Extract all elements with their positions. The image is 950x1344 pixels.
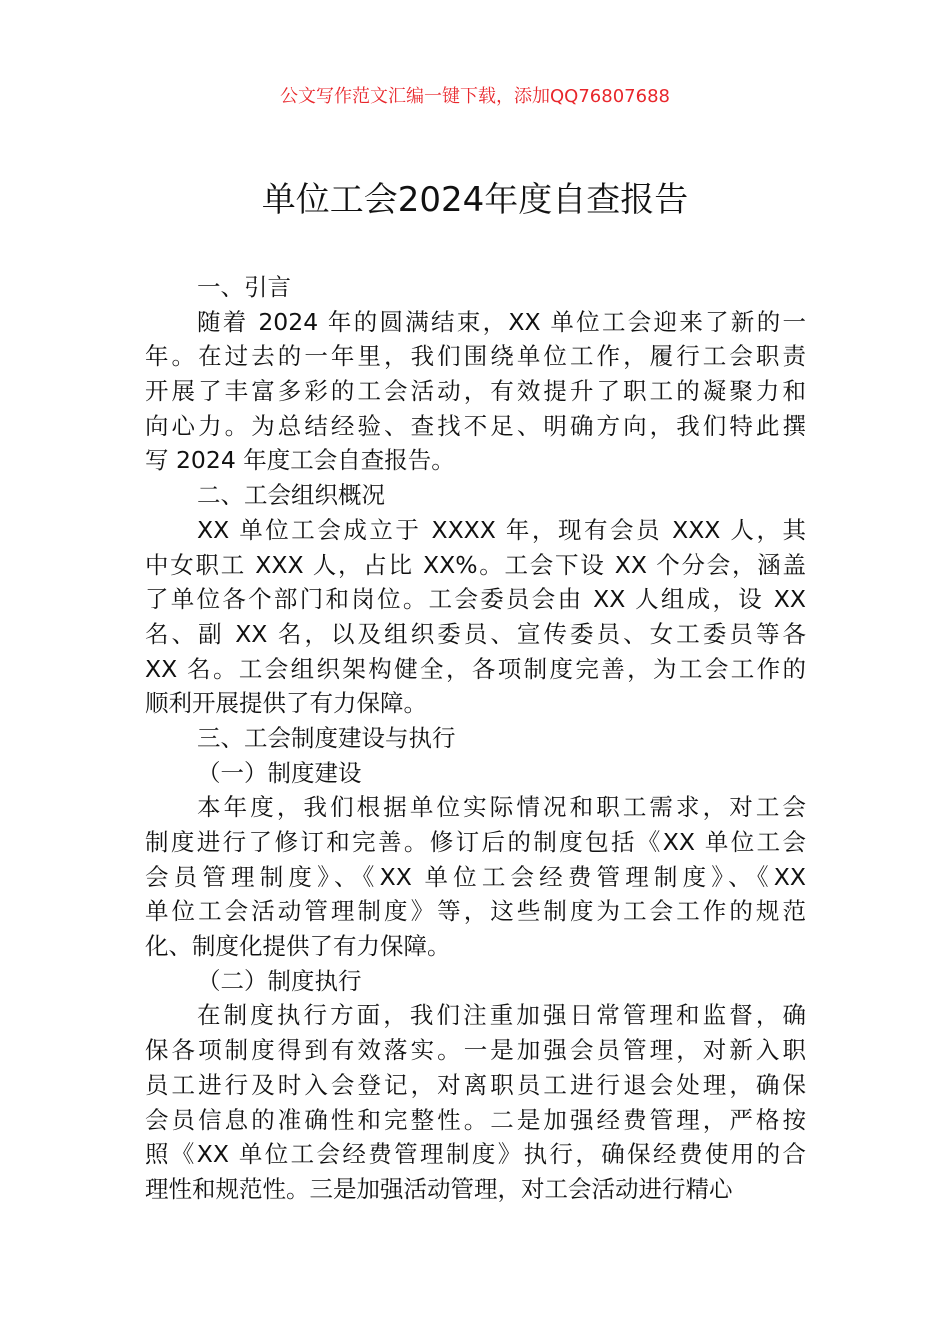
text-line: 顺利开展提供了有力保障。 [145,689,427,718]
text-line: 中女职工 XXX 人，占比 XX%。工会下设 XX 个分会，涵盖 [145,550,806,579]
text-line: （一）制度建设 [197,758,362,787]
text-line: 开展了丰富多彩的工会活动，有效提升了职工的凝聚力和 [145,377,806,406]
text-line: 保各项制度得到有效落实。一是加强会员管理，对新入职 [145,1036,806,1065]
text-line: 会员信息的准确性和完整性。二是加强经费管理，严格按 [145,1105,806,1134]
text-line: 制度进行了修订和完善。修订后的制度包括《XX 单位工会 [145,828,806,856]
section-heading [145,964,806,999]
paragraph [145,513,806,721]
section-heading [145,478,806,513]
text-line: 一、引言 [197,273,291,301]
section-heading [145,721,806,756]
text-line: 写 2024 年度工会自查报告。 [145,446,455,475]
text-line: 名、副 XX 名，以及组织委员、宣传委员、女工委员等各 [145,619,806,648]
text-line: XX 名。工会组织架构健全，各项制度完善，为工会工作的 [145,654,806,683]
text-line: 在制度执行方面，我们注重加强日常管理和监督，确 [197,1001,806,1030]
text-line: 三、工会制度建设与执行 [197,723,456,752]
paragraph [145,305,806,478]
text-line: 向心力。为总结经验、查找不足、明确方向，我们特此撰 [145,411,806,440]
paragraph [145,998,806,1206]
text-line: 员工进行及时入会登记，对离职员工进行退会处理，确保 [145,1070,806,1099]
text-line: 本年度，我们根据单位实际情况和职工需求，对工会 [197,793,806,822]
text-line: 会员管理制度》、《XX 单位工会经费管理制度》、《XX [145,862,806,891]
text-line: 随着 2024 年的圆满结束，XX 单位工会迎来了新的一 [197,307,806,336]
text-line: 照《XX 单位工会经费管理制度》执行，确保经费使用的合 [145,1140,806,1169]
download-banner: 公文写作范文汇编一键下载，添加QQ76807688 [280,86,670,107]
text-line: 化、制度化提供了有力保障。 [145,932,451,961]
text-line: 理性和规范性。三是加强活动管理，对工会活动进行精心 [145,1174,733,1203]
text-line: 单位工会活动管理制度》等，这些制度为工会工作的规范 [145,897,806,926]
document-title: 单位工会2024年度自查报告 [261,180,689,220]
section-heading [145,756,806,791]
text-line: 年。在过去的一年里，我们围绕单位工作，履行工会职责 [145,342,806,371]
text-line: XX 单位工会成立于 XXXX 年，现有会员 XXX 人，其 [197,515,806,544]
text-line: 二、工会组织概况 [197,481,385,510]
paragraph [145,790,806,963]
document-body [145,270,806,1207]
text-line: （二）制度执行 [197,966,362,995]
text-line: 了单位各个部门和岗位。工会委员会由 XX 人组成，设 XX [145,585,806,614]
section-heading [145,270,806,305]
